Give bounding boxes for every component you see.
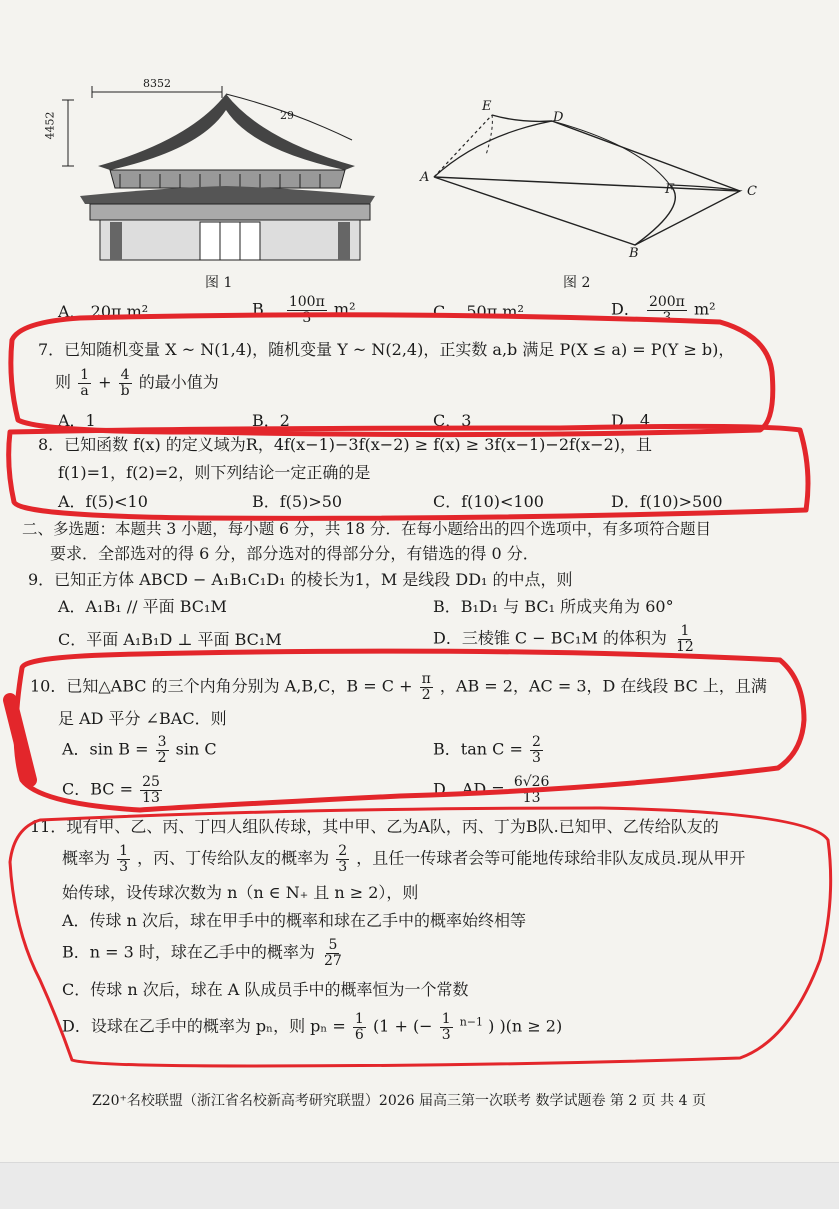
dim-height-label: 4452 <box>43 111 57 140</box>
q10-d-fraction: $\frac{6√26}{13}$ <box>513 774 550 806</box>
q6-c-value: 50π m² <box>466 302 524 321</box>
q6-b-unit: m² <box>333 299 356 319</box>
point-C-label: C <box>747 184 757 199</box>
q10-b-fraction: $\frac{2}{3}$ <box>531 734 541 766</box>
q6-option-d <box>611 295 716 325</box>
q11-option-c: C．传球 n 次后，球在 A 队成员手中的概率恒为一个常数 <box>62 980 469 999</box>
q11-line-3: 始传球，设传球次数为 n（n ∈ N₊ 且 n ≥ 2），则 <box>62 883 419 902</box>
point-F-label: F <box>665 182 675 197</box>
q10-option-b: B．tan C = $\frac{2}{3}$ <box>433 734 541 766</box>
q9-option-b: B．B₁D₁ 与 BC₁ 所成夹角为 60° <box>433 597 674 616</box>
q11-p1-fraction: $\frac{1}{3}$ <box>119 843 129 875</box>
q6-option-a <box>58 304 148 320</box>
q11-p2-fraction: $\frac{2}{3}$ <box>338 843 348 875</box>
q9-line-1: 9．已知正方体 ABCD − A₁B₁C₁D₁ 的棱长为1，M 是线段 DD₁ 的中点，则 <box>28 570 573 589</box>
figure-1 <box>40 70 400 270</box>
q6-c-letter: C． <box>433 302 462 321</box>
section-2-line-2: 要求．全部选对的得 6 分，部分选对的得部分分，有错选的得 0 分． <box>50 544 539 563</box>
q11-line-2: 概率为 $\frac{1}{3}$ ，丙、丁传给队友的概率为 $\frac{2}{3}$ ，且任一传球者会等可能地传球给非队友成员.现从甲开 <box>62 843 746 875</box>
q9-option-a: A．A₁B₁ // 平面 BC₁M <box>58 597 227 616</box>
q10-c-fraction: $\frac{25}{13}$ <box>142 774 160 806</box>
pagoda-illustration <box>40 70 400 270</box>
q11-d-inner-fraction: $\frac{1}{3}$ <box>441 1011 451 1043</box>
q7-line-2: 则 $\frac{1}{a}$ + $\frac{4}{b}$ 的最小值为 <box>55 367 219 399</box>
q10-option-d: D．AD = $\frac{6√26}{13}$ <box>433 774 550 806</box>
q10-option-a: A．sin B = $\frac{3}{2}$ sin C <box>62 734 217 766</box>
q11-b-fraction: $\frac{5}{27}$ <box>324 937 342 969</box>
q10-pi-over-2: $\frac{\pi}{2}$ <box>421 671 431 703</box>
q6-d-fraction: $\frac{200\pi}{3}$ <box>648 294 685 326</box>
q9-option-d: D．三棱锥 C − BC₁M 的体积为 $\frac{1}{12}$ <box>433 623 694 655</box>
q10-line-1: 10．已知△ABC 的三个内角分别为 A,B,C，B = C + $\frac{\pi}{2}$ ，AB = 2，AC = 3，D 在线段 BC 上，且满 <box>30 671 767 703</box>
q6-option-b <box>252 295 355 325</box>
section-2-line-1: 二、多选题：本题共 3 小题，每小题 6 分，共 18 分．在每小题给出的四个选项中，有多项符合题目 <box>22 520 712 538</box>
q10-a-fraction: $\frac{3}{2}$ <box>157 734 167 766</box>
q8-option-a: A．f(5)<10 <box>58 492 148 511</box>
q6-b-fraction: $\frac{100\pi}{3}$ <box>288 294 325 326</box>
q8-option-b: B．f(5)>50 <box>252 492 343 511</box>
q8-line-1: 8．已知函数 f(x) 的定义域为R，4f(x−1)−3f(x−2) ≥ f(x) ≥ 3f(x−1)−2f(x−2)，且 <box>38 435 653 454</box>
point-E-label: E <box>482 99 492 114</box>
q6-a-letter: A． <box>58 302 86 321</box>
figure-2 <box>420 95 780 265</box>
q8-line-2: f(1)=1，f(2)=2，则下列结论一定正确的是 <box>58 463 371 482</box>
q11-option-d: D．设球在乙手中的概率为 pₙ，则 pₙ = $\frac{1}{6}$ (1 + (− $\frac{1}{3}$ $^{n-1}$ ) )(n ≥ 2) <box>62 1011 563 1043</box>
q9-option-c: C．平面 A₁B₁D ⊥ 平面 BC₁M <box>58 630 282 649</box>
curved-surface-diagram <box>420 95 780 265</box>
bottom-bar <box>0 1162 839 1209</box>
q7-fraction-4-over-b: $\frac{4}{b}$ <box>120 367 130 399</box>
q6-a-value: 20π m² <box>90 302 149 321</box>
q6-d-letter: D． <box>611 299 640 319</box>
q11-option-b: B．n = 3 时，球在乙手中的概率为 $\frac{5}{27}$ <box>62 937 342 969</box>
q10-line-2: 足 AD 平分 ∠BAC．则 <box>58 709 227 728</box>
q7-option-b: B．2 <box>252 411 290 430</box>
figure-1-caption: 图 1 <box>205 275 233 291</box>
point-D-label: D <box>553 110 564 125</box>
point-A-label: A <box>420 170 430 185</box>
q6-b-letter: B． <box>252 299 280 319</box>
dim-slant-label: 29 <box>280 109 294 122</box>
q8-option-c: C．f(10)<100 <box>433 492 544 511</box>
q7-option-c: C．3 <box>433 411 472 430</box>
q7-option-d: D．4 <box>611 411 651 430</box>
point-B-label: B <box>629 246 639 261</box>
q10-red-stroke-left <box>10 700 30 780</box>
q6-d-unit: m² <box>693 299 716 319</box>
q7-line-1: 7．已知随机变量 X ~ N(1,4)，随机变量 Y ~ N(2,4)，正实数 a,b 满足 P(X ≤ a) = P(Y ≥ b)， <box>38 340 735 359</box>
q11-d-exponent: n−1 <box>459 1015 484 1029</box>
dim-width-label: 8352 <box>143 77 171 90</box>
q6-option-c <box>433 304 524 320</box>
page-footer: Z20⁺名校联盟（浙江省名校新高考研究联盟）2026 届高三第一次联考 数学试题卷 第 2 页 共 4 页 <box>92 1093 706 1109</box>
q11-d-outer-fraction: $\frac{1}{6}$ <box>354 1011 364 1043</box>
q9-d-fraction: $\frac{1}{12}$ <box>676 623 694 655</box>
q11-line-1: 11．现有甲、乙、丙、丁四人组队传球，其中甲、乙为A队，丙、丁为B队.已知甲、乙传给队友的 <box>30 817 719 836</box>
figure-2-caption: 图 2 <box>563 275 591 291</box>
q7-option-a: A．1 <box>58 411 96 430</box>
q8-option-d: D．f(10)>500 <box>611 492 723 511</box>
q10-option-c: C．BC = $\frac{25}{13}$ <box>62 774 160 806</box>
q7-fraction-1-over-a: $\frac{1}{a}$ <box>80 367 90 399</box>
q11-option-a: A．传球 n 次后，球在甲手中的概率和球在乙手中的概率始终相等 <box>62 911 527 930</box>
